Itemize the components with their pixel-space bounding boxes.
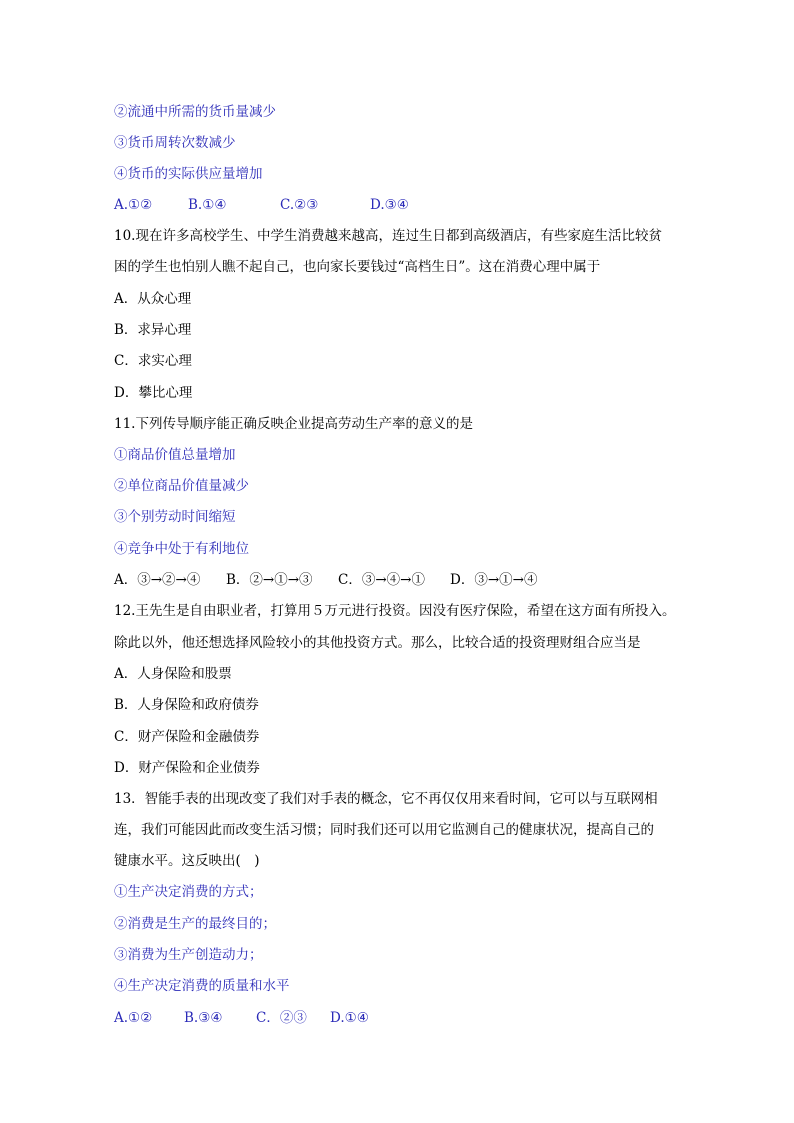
q13-stem-line-2: 连，我们可能因此而改变生活习惯；同时我们还可以用它监测自己的健康状况，提高自己的 — [114, 822, 654, 838]
q11-choices — [114, 570, 537, 590]
prev-choice-b: B.①④ — [188, 197, 227, 213]
prev-item-2: ②流通中所需的货币量减少 — [114, 104, 276, 120]
q11-choice-a: A．③→②→④ — [114, 572, 201, 588]
q11-choice-c: C．③→④→① — [338, 572, 425, 588]
prev-item-3: ③货币周转次数减少 — [114, 135, 236, 151]
q11-item-3: ③个别劳动时间缩短 — [114, 509, 236, 525]
q13-stem-line-3: 键康水平。这反映出( ) — [114, 853, 260, 869]
q12-choice-d: D．财产保险和企业债券 — [114, 760, 260, 776]
q12-stem-line-2: 除此以外，他还想选择风险较小的其他投资方式。那么，比较合适的投资理财组合应当是 — [114, 635, 641, 651]
q11-item-2: ②单位商品价值量减少 — [114, 478, 249, 494]
q11-item-1: ①商品价值总量增加 — [114, 447, 236, 463]
q13-choice-d: D.①④ — [330, 1010, 369, 1026]
q11-choice-b: B．②→①→③ — [226, 572, 313, 588]
q10-choice-b: B．求异心理 — [114, 322, 192, 338]
q12-choice-b: B．人身保险和政府债券 — [114, 697, 259, 713]
q13-item-1: ①生产决定消费的方式； — [114, 884, 263, 900]
prev-choices — [114, 195, 409, 215]
q11-choice-d: D．③→①→④ — [450, 572, 538, 588]
q12-choice-a: A．人身保险和股票 — [114, 666, 232, 682]
q11-stem: 11.下列传导顺序能正确反映企业提高劳动生产率的意义的是 — [114, 416, 473, 432]
prev-choice-c: C.②③ — [280, 197, 319, 213]
q13-item-4: ④生产决定消费的质量和水平 — [114, 978, 290, 994]
q10-choice-c: C．求实心理 — [114, 353, 192, 369]
q13-choice-a: A.①② — [114, 1010, 153, 1026]
prev-choice-d: D.③④ — [370, 197, 409, 213]
q13-item-2: ②消费是生产的最终目的； — [114, 916, 276, 932]
q13-stem-line-1: 13．智能手表的出现改变了我们对手表的概念，它不再仅仅用来看时间，它可以与互联网相 — [114, 791, 658, 807]
prev-choice-a: A.①② — [114, 197, 153, 213]
q10-stem-line-1: 10.现在许多高校学生、中学生消费越来越高，连过生日都到高级酒店，有些家庭生活比较贫 — [114, 228, 662, 244]
q13-choice-b: B.③④ — [184, 1010, 223, 1026]
q10-choice-a: A．从众心理 — [114, 291, 192, 307]
q12-stem-line-1: 12.王先生是自由职业者，打算用５万元进行投资。因没有医疗保险，希望在这方面有所投入。 — [114, 603, 676, 619]
q10-choice-d: D．攀比心理 — [114, 385, 193, 401]
prev-item-4: ④货币的实际供应量增加 — [114, 166, 263, 182]
q10-stem-line-2: 困的学生也怕别人瞧不起自己，也向家长要钱过“高档生日”。这在消费心理中属于 — [114, 259, 601, 275]
q13-choice-c: C．②③ — [256, 1010, 307, 1026]
q11-item-4: ④竞争中处于有利地位 — [114, 541, 249, 557]
q13-choices — [114, 1008, 369, 1028]
q13-item-3: ③消费为生产创造动力； — [114, 947, 263, 963]
q12-choice-c: C．财产保险和金融债券 — [114, 729, 260, 745]
